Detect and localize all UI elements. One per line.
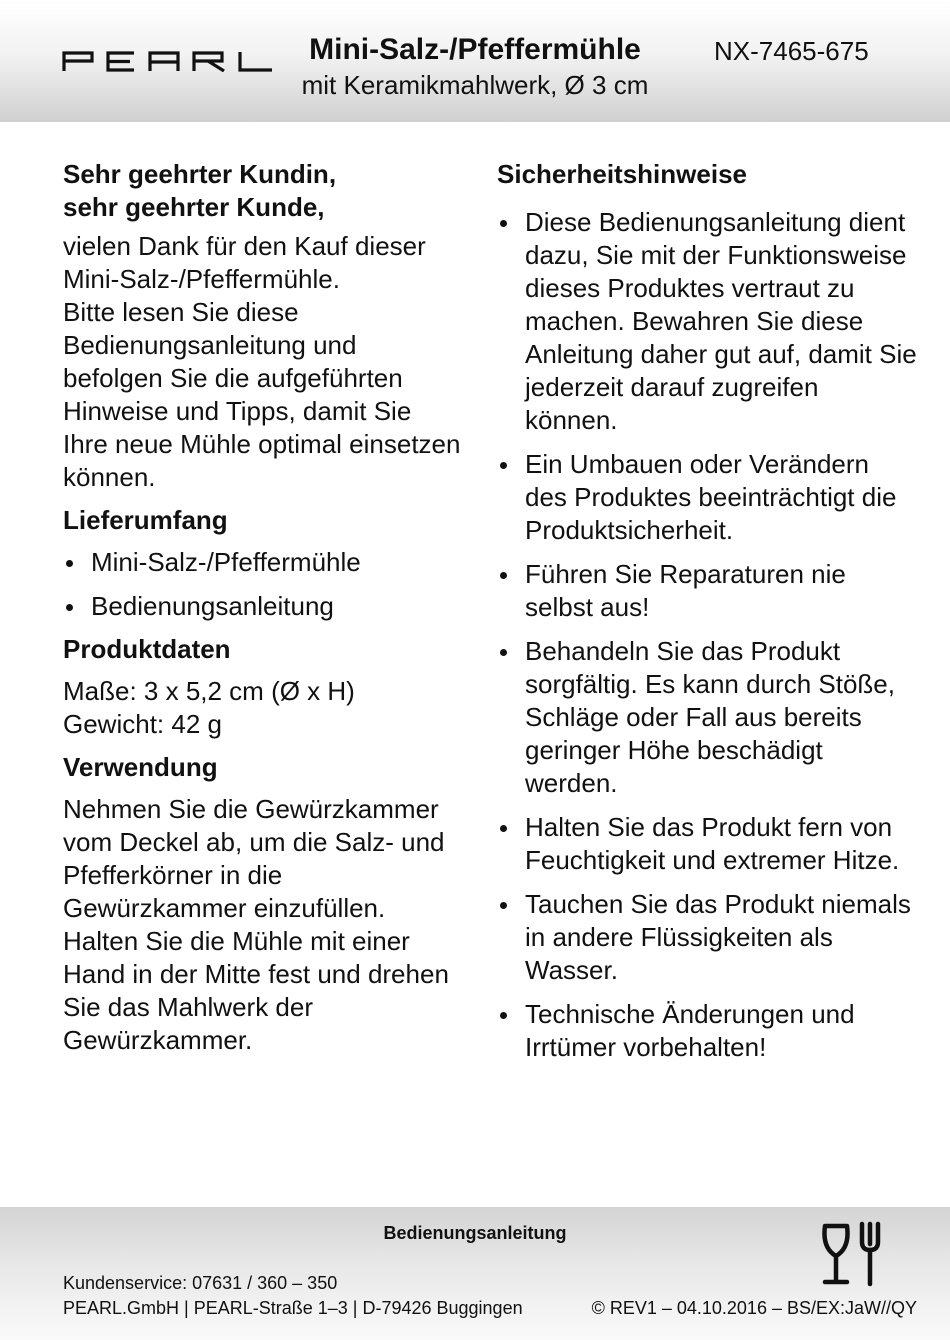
product-subtitle: mit Keramikmahlwerk, Ø 3 cm — [301, 70, 649, 100]
safety-heading: Sicherheitshinweise — [497, 159, 747, 189]
intro-thanks: vielen Dank für den Kauf dieser Mini-Salz-/Pfeffermühle. — [63, 231, 426, 294]
list-item: Tauchen Sie das Produkt niemals in andere Flüssigkeiten als Wasser. — [497, 888, 917, 987]
greeting-line-2: sehr geehrter Kunde, — [63, 192, 325, 222]
pearl-logo — [62, 50, 274, 72]
list-item: Halten Sie das Produkt fern von Feuchtigkeit und extremer Hitze. — [497, 811, 917, 877]
glass-fork-food-safe-icon — [820, 1220, 890, 1290]
list-item: Bedienungsanleitung — [63, 590, 463, 623]
article-number: NX-7465-675 — [714, 36, 869, 66]
customer-service: Kundenservice: 07631 / 360 – 350 — [63, 1273, 338, 1293]
usage-text: Nehmen Sie die Gewürzkammer vom Deckel ab, um die Salz- und Pfefferkörner in die Gewürzkammer einzufüllen. Halten Sie die Mühle mit einer Hand in der Mitte fest und drehen Sie das Mahlwerk der Gewürzkammer. — [63, 794, 449, 1055]
greeting-line-1: Sehr geehrter Kundin, — [63, 159, 337, 189]
footer-title: Bedienungsanleitung — [383, 1223, 567, 1243]
intro-instructions: Bitte lesen Sie diese Bedienungsanleitung und befolgen Sie die aufgeführten Hinweise und Tipps, damit Sie Ihre neue Mühle optimal einsetzen können. — [63, 297, 461, 492]
scope-heading: Lieferumfang — [63, 505, 228, 535]
list-item: Führen Sie Reparaturen nie selbst aus! — [497, 558, 917, 624]
spec-weight: Gewicht: 42 g — [63, 709, 222, 739]
scope-list — [63, 546, 463, 623]
spec-dimensions: Maße: 3 x 5,2 cm (Ø x H) — [63, 676, 355, 706]
product-title: Mini-Salz-/Pfeffermühle — [309, 33, 641, 66]
right-column — [497, 158, 917, 1075]
list-item: Behandeln Sie das Produkt sorgfältig. Es kann durch Stöße, Schläge oder Fall aus bereits geringer Höhe beschädigt werden. — [497, 635, 917, 800]
safety-list — [497, 206, 917, 1064]
specs-heading: Produktdaten — [63, 634, 231, 664]
list-item: Ein Umbauen oder Verändern des Produktes beeinträchtigt die Produktsicherheit. — [497, 448, 917, 547]
company-address: PEARL.GmbH | PEARL-Straße 1–3 | D-79426 Buggingen — [63, 1298, 523, 1318]
left-column — [63, 158, 463, 1057]
greeting — [63, 158, 463, 224]
list-item: Mini-Salz-/Pfeffermühle — [63, 546, 463, 579]
list-item: Diese Bedienungsanleitung dient dazu, Sie mit der Funktionsweise dieses Produktes vertraut zu machen. Bewahren Sie diese Anleitung daher gut auf, damit Sie jederzeit darauf zugreifen können. — [497, 206, 917, 437]
usage-heading: Verwendung — [63, 752, 218, 782]
list-item: Technische Änderungen und Irrtümer vorbehalten! — [497, 998, 917, 1064]
revision-info: © REV1 – 04.10.2016 – BS/EX:JaW//QY — [591, 1298, 917, 1318]
